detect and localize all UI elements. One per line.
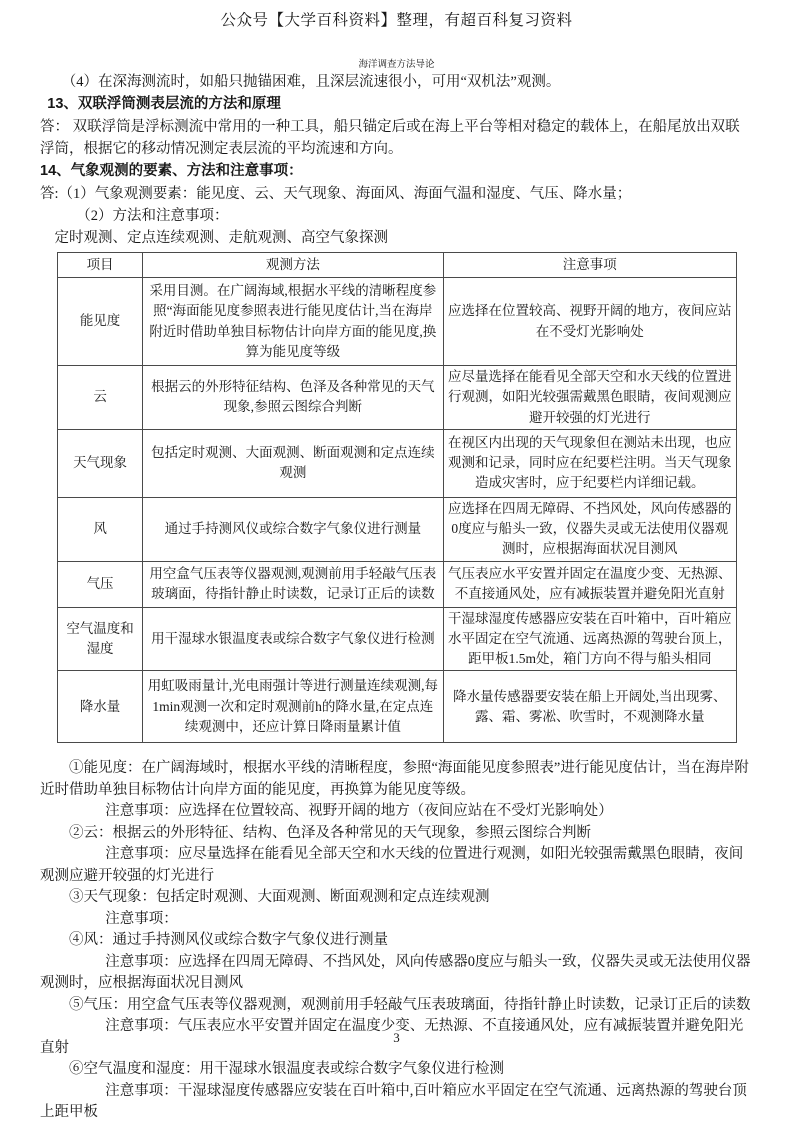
- question-13-title: 13、双联浮筒测表层流的方法和原理: [47, 96, 281, 112]
- table-cell-notes: 气压表应水平安置并固定在温度少变、无热源、不直接通风处，应有减振装置并避免阳光直射: [443, 561, 736, 607]
- question-14-answer-2: （2）方法和注意事项：: [76, 208, 229, 224]
- table-header-method: 观测方法: [143, 253, 443, 278]
- table-cell-item: 天气现象: [58, 429, 143, 497]
- table-cell-notes: 降水量传感器要安装在船上开阔处,当出现雾、露、霜、雾凇、吹雪时，不观测降水量: [443, 671, 736, 743]
- question-13-answer: 答： 双联浮筒是浮标测流中常用的一种工具，船只锚定后或在海上平台等相对稳定的载体上，在船尾放出双联浮筒，根据它的移动情况测定表层流的平均流速和方向。: [40, 119, 740, 157]
- detail-visibility: ①能见度：在广阔海域时，根据水平线的清晰程度，参照“海面能见度参照表”进行能见度估计，当在海岸附近时借助单独目标物估计向岸方面的能见度，再换算为能见度等级。: [40, 760, 749, 798]
- question-14-answer-1: 答:（1）气象观测要素：能见度、云、天气现象、海面风、海面气温和湿度、气压、降水量；: [40, 186, 632, 202]
- table-cell-method: 包括定时观测、大面观测、断面观测和定点连续观测: [143, 429, 443, 497]
- detail-weather-notes: 注意事项：: [105, 910, 178, 927]
- document-title: 海洋调查方法导论: [358, 60, 435, 70]
- table-header-row: [58, 253, 737, 278]
- detail-clouds-notes: 注意事项：应尽量选择在能看见全部天空和水天线的位置进行观测，如阳光较强需戴黑色眼睛，夜间观测应避开较强的灯光进行: [40, 846, 744, 884]
- question-14-answer-3: 定时观测、定点连续观测、走航观测、高空气象探测: [54, 230, 388, 246]
- detail-wind: ④风：通过手持测风仪或综合数字气象仪进行测量: [69, 932, 388, 949]
- table-cell-notes: 干湿球湿度传感器应安装在百叶箱中，百叶箱应水平固定在空气流通、远离热源的驾驶台顶上，距甲板1.5m处，箱门方向不得与船头相同: [443, 607, 736, 671]
- table-cell-notes: 应选择在位置较高、视野开阔的地方，夜间应站在不受灯光影响处: [443, 278, 736, 366]
- detail-pressure-notes: 注意事项：气压表应水平安置并固定在温度少变、无热源、不直接通风处，应有减振装置并避免阳光直射: [40, 1018, 744, 1056]
- table-header-item: 项目: [58, 253, 143, 278]
- table-cell-method: 采用目测。在广阔海域,根据水平线的清晰程度参照“海面能见度参照表进行能见度估计,当在海岸附近时借助单独目标物估计向岸方面的能见度,换算为能见度等级: [143, 278, 443, 366]
- page-number: 3: [393, 1030, 400, 1045]
- table-cell-notes: 应选择在四周无障碍、不挡风处，风向传感器的0度应与船头一致，仪器失灵或无法使用仪器观测时，应根据海面状况目测风: [443, 497, 736, 561]
- table-cell-item: 气压: [58, 561, 143, 607]
- table-row-weather: [58, 429, 737, 497]
- table-cell-item: 能见度: [58, 278, 143, 366]
- table-cell-method: 用空盒气压表等仪器观测,观测前用手轻敲气压表玻璃面，待指针静止时读数，记录订正后的读数: [143, 561, 443, 607]
- table-cell-item: 降水量: [58, 671, 143, 743]
- observation-methods-table: [57, 252, 737, 743]
- table-row-precipitation: [58, 671, 737, 743]
- site-header-note: 公众号【大学百科资料】整理，有超百科复习资料: [220, 12, 573, 29]
- detail-temperature-humidity-notes: 注意事项：干湿球湿度传感器应安装在百叶箱中,百叶箱应水平固定在空气流通、远离热源的驾驶台顶上距甲板: [40, 1082, 747, 1121]
- table-cell-notes: 在视区内出现的天气现象但在测站未出现，也应观测和记录，同时应在纪要栏注明。当天气现象造成灾害时，应于纪要栏内详细记载。: [443, 429, 736, 497]
- detail-visibility-notes: 注意事项：应选择在位置较高、视野开阔的地方（夜间应站在不受灯光影响处）: [105, 803, 613, 820]
- table-cell-item: 风: [58, 497, 143, 561]
- detail-pressure: ⑤气压：用空盒气压表等仪器观测，观测前用手轻敲气压表玻璃面，待指针静止时读数，记录订正后的读数: [69, 996, 751, 1013]
- question-14-title: 14、气象观测的要素、方法和注意事项：: [40, 163, 303, 179]
- table-row-pressure: [58, 561, 737, 607]
- table-row-temperature-humidity: [58, 607, 737, 671]
- table-cell-method: 用干湿球水银温度表或综合数字气象仪进行检测: [143, 607, 443, 671]
- table-row-visibility: [58, 278, 737, 366]
- table-row-clouds: [58, 366, 737, 430]
- detail-temperature-humidity: ⑥空气温度和湿度：用干湿球水银温度表或综合数字气象仪进行检测: [69, 1061, 504, 1078]
- table-row-wind: [58, 497, 737, 561]
- detail-weather: ③天气现象：包括定时观测、大面观测、断面观测和定点连续观测: [69, 889, 490, 906]
- table-cell-item: 空气温度和湿度: [58, 607, 143, 671]
- detail-clouds: ②云：根据云的外形特征、结构、色泽及各种常见的天气现象，参照云图综合判断: [69, 824, 591, 841]
- table-header-notes: 注意事项: [443, 253, 736, 278]
- table-cell-method: 通过手持测风仪或综合数字气象仪进行测量: [143, 497, 443, 561]
- paragraph-point4: （4）在深海测流时，如船只抛锚困难，且深层流速很小，可用“双机法”观测。: [61, 74, 561, 90]
- details-section: [40, 758, 753, 1124]
- table-cell-item: 云: [58, 366, 143, 430]
- table-cell-notes: 应尽量选择在能看见全部天空和水天线的位置进行观测，如阳光较强需戴黑色眼睛，夜间观测应避开较强的灯光进行: [443, 366, 736, 430]
- table-cell-method: 根据云的外形特征结构、色泽及各种常见的天气现象,参照云图综合判断: [143, 366, 443, 430]
- table-cell-method: 用虹吸雨量计,光电雨强计等进行测量连续观测,每1min观测一次和定时观测前h的降水量,在定点连续观测中，还应计算日降雨量累计值: [143, 671, 443, 743]
- detail-wind-notes: 注意事项：应选择在四周无障碍、不挡风处，风向传感器0度应与船头一致，仪器失灵或无法使用仪器观测时，应根据海面状况目测风: [40, 953, 751, 992]
